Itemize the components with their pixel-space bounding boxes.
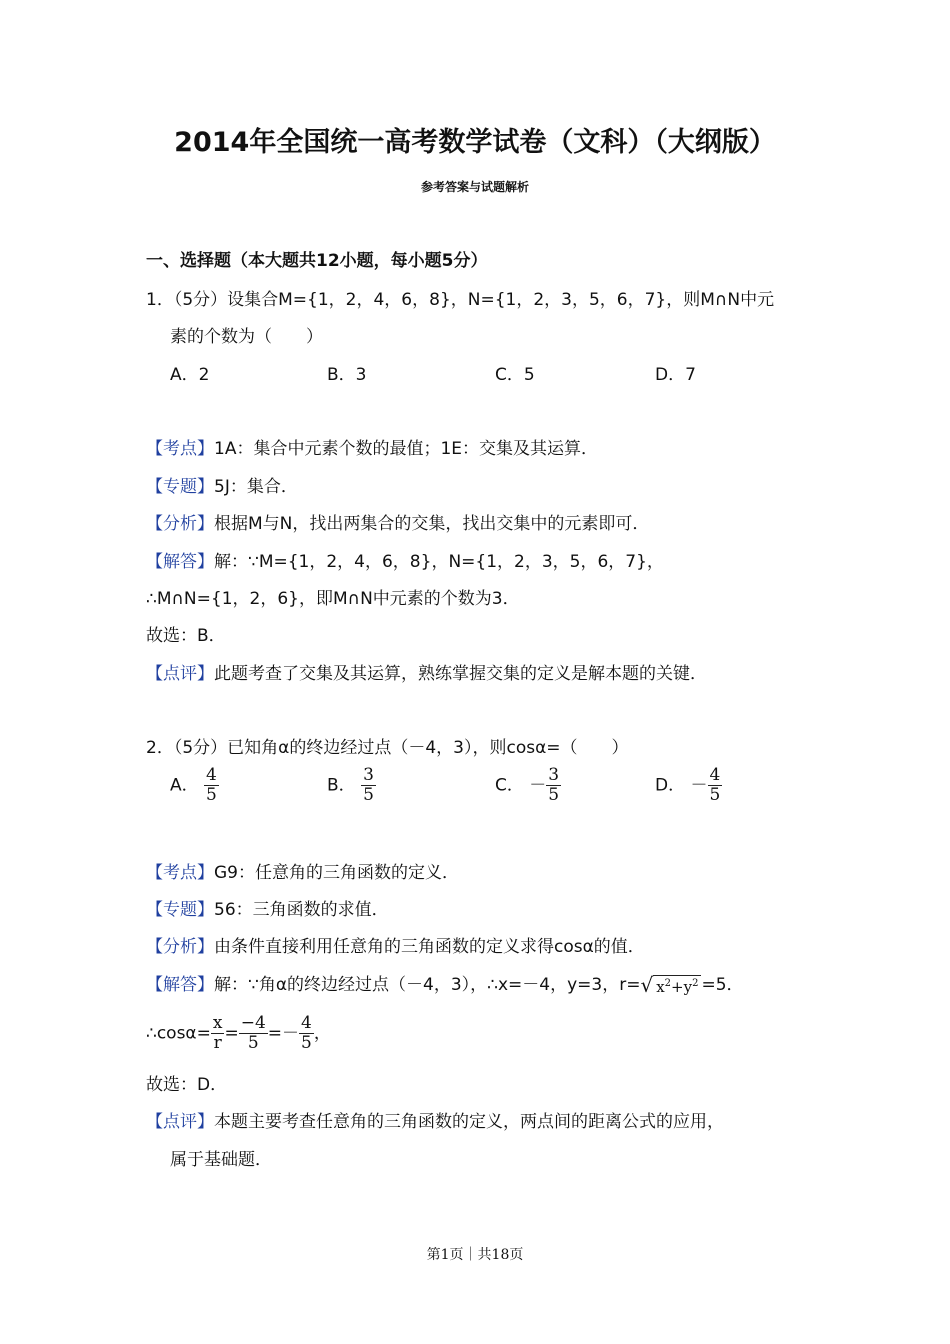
q2-jieda [146, 970, 744, 997]
q1-fenxi-label: 【分析】 [146, 514, 214, 534]
radical-sign-icon: √ [640, 973, 654, 997]
q2-kaodian-label: 【考点】 [146, 863, 214, 883]
fraction-denominator: 5 [247, 1033, 259, 1053]
q2-zhuanti [146, 895, 389, 920]
fraction-denominator: 5 [709, 785, 721, 805]
q1-jieda-text: 解：∵M={1，2，4，6，8}，N={1，2，3，5，6，7}， [214, 552, 664, 572]
sqrt-expression [640, 973, 701, 997]
fraction-4-over-5 [299, 1014, 314, 1053]
q2-option-b-fraction [361, 766, 376, 805]
radicand [653, 975, 701, 996]
q2-option-c-fraction [546, 766, 561, 805]
q2-jieda-end: =5． [701, 975, 744, 995]
q1-option-d: D．7 [655, 365, 696, 385]
q1-fenxi [146, 509, 649, 534]
q2-option-c [495, 766, 561, 805]
page-footer: 第1页｜共18页 [426, 1247, 524, 1263]
q2-dianping-label: 【点评】 [146, 1112, 214, 1132]
q2-dianping [146, 1107, 724, 1132]
fraction-x-over-r [211, 1014, 225, 1053]
q1-dianping-label: 【点评】 [146, 664, 214, 684]
q2-answer: 故选：D． [146, 1075, 228, 1095]
fraction-numerator: x [212, 1013, 223, 1033]
q1-fenxi-text: 根据M与N，找出两集合的交集，找出交集中的元素即可． [214, 514, 650, 534]
fraction-denominator: r [213, 1033, 222, 1053]
cos-prefix: ∴cosα= [146, 1023, 211, 1044]
q1-jieda-label: 【解答】 [146, 552, 214, 572]
q2-option-a [170, 766, 219, 805]
q2-option-a-fraction [204, 766, 219, 805]
fraction-denominator: 5 [301, 1033, 312, 1053]
q1-zhuanti-label: 【专题】 [146, 477, 214, 497]
q1-jieda [146, 547, 664, 572]
q2-cos-line [146, 1014, 331, 1053]
section-heading: 一、选择题（本大题共12小题，每小题5分） [146, 251, 488, 271]
q1-option-b: B．3 [327, 365, 367, 385]
fraction-numerator: 3 [363, 765, 374, 785]
q2-jieda-label: 【解答】 [146, 975, 214, 995]
q2-zhuanti-text: 56：三角函数的求值． [214, 900, 389, 920]
q1-option-c: C．5 [495, 365, 535, 385]
q1-option-a: A．2 [170, 365, 210, 385]
q2-dianping-text: 本题主要考查任意角的三角函数的定义，两点间的距离公式的应用， [214, 1112, 724, 1132]
q2-zhuanti-label: 【专题】 [146, 900, 214, 920]
var-x: x [656, 978, 665, 996]
minus-sign: － [690, 775, 708, 796]
fraction-denominator: 5 [363, 785, 374, 805]
q2-fenxi [146, 932, 645, 957]
fraction-numerator: 4 [709, 765, 721, 785]
fraction-numerator: 3 [548, 765, 560, 785]
q2-fenxi-label: 【分析】 [146, 937, 214, 957]
fraction-neg4-over-5 [239, 1014, 268, 1053]
page-subtitle: 参考答案与试题解析 [420, 180, 529, 194]
page-title: 2014年全国统一高考数学试卷（文科）（大纲版） [174, 127, 776, 158]
q2-option-b [327, 766, 376, 805]
q2-option-a-label: A． [170, 775, 199, 796]
q2-option-d-fraction [708, 766, 723, 805]
q1-jieda-line2: ∴M∩N={1，2，6}，即M∩N中元素的个数为3． [146, 589, 520, 609]
q1-zhuanti [146, 472, 298, 497]
q2-option-c-label: C． [495, 775, 524, 796]
q1-stem-line2: 素的个数为（ ） [170, 327, 323, 347]
comma: ， [313, 1023, 331, 1044]
fraction-numerator: −4 [240, 1013, 266, 1033]
q2-kaodian-text: G9：任意角的三角函数的定义． [214, 863, 459, 883]
q1-answer: 故选：B． [146, 626, 226, 646]
plus: + [671, 978, 684, 996]
exponent: 2 [664, 978, 672, 989]
q2-jieda-text: 解：∵角α的终边经过点（－4，3），∴x=－4，y=3，r= [214, 975, 641, 995]
var-y: y [683, 978, 693, 996]
equals: = [224, 1023, 239, 1044]
q1-dianping [146, 659, 707, 684]
q1-dianping-text: 此题考查了交集及其运算，熟练掌握交集的定义是解本题的关键． [214, 664, 707, 684]
q2-fenxi-text: 由条件直接利用任意角的三角函数的定义求得cosα的值． [214, 937, 645, 957]
fraction-denominator: 5 [206, 785, 217, 805]
q2-stem: 2．（5分）已知角α的终边经过点（－4，3），则cosα=（ ） [146, 738, 629, 758]
q2-kaodian [146, 858, 459, 883]
equals-minus: =－ [267, 1023, 300, 1044]
q2-option-d-label: D． [655, 775, 686, 796]
fraction-numerator: 4 [206, 765, 217, 785]
q2-option-b-label: B． [327, 775, 356, 796]
fraction-numerator: 4 [301, 1013, 312, 1033]
q2-option-d [655, 766, 722, 805]
q1-stem-line1: 1．（5分）设集合M={1，2，4，6，8}，N={1，2，3，5，6，7}，则M∩N中元 [146, 290, 775, 310]
q2-dianping-line2: 属于基础题． [170, 1150, 272, 1170]
q1-kaodian-text: 1A：集合中元素个数的最值；1E：交集及其运算． [214, 439, 599, 459]
q1-kaodian [146, 434, 598, 459]
minus-sign: － [529, 775, 547, 796]
fraction-denominator: 5 [548, 785, 560, 805]
q1-kaodian-label: 【考点】 [146, 439, 214, 459]
q1-zhuanti-text: 5J：集合． [214, 477, 298, 497]
exponent: 2 [692, 978, 699, 989]
